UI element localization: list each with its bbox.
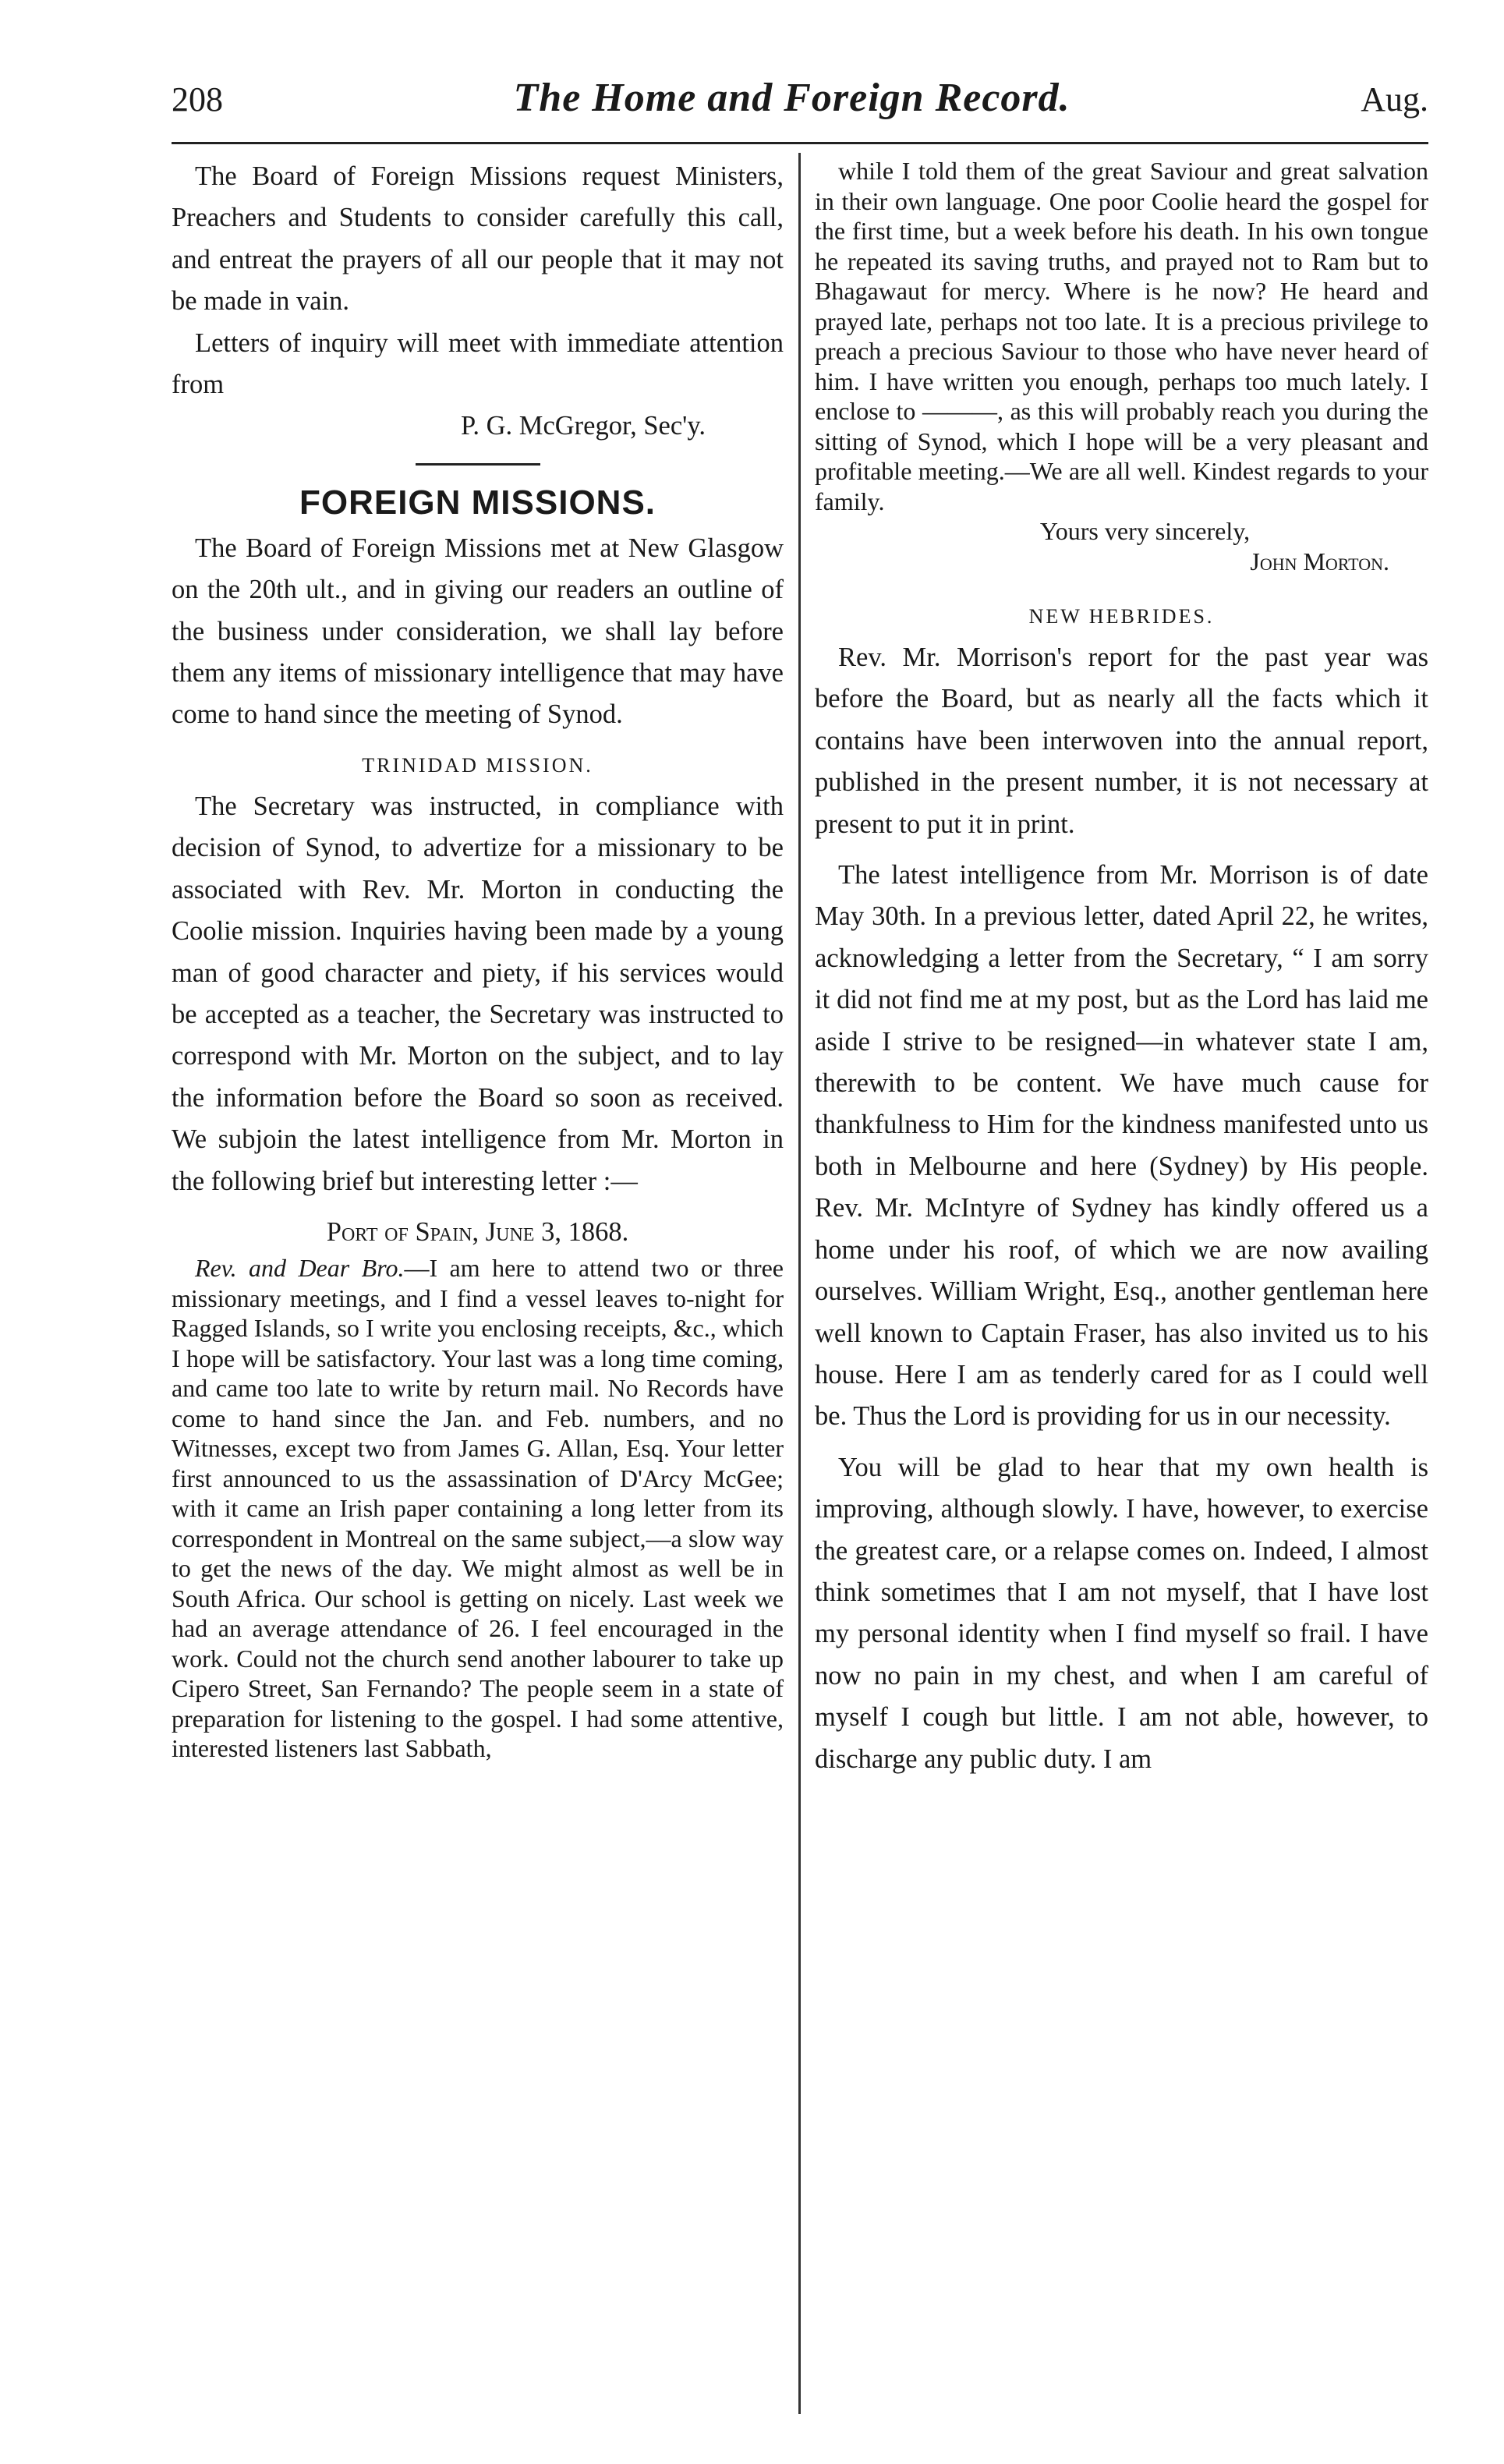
- letters-inquiry-paragraph: Letters of inquiry will meet with immediate attention from: [172, 327, 784, 400]
- health-paragraph: You will be glad to hear that my own health is improving, although slowly. I have, however, to exercise the greatest care, or a relapse comes on. Indeed, I almost think sometimes that I am not myself, that I have lost my personal identity when I find myself so frail. I have now no pain in my chest, and when I am careful of myself I cough but little. I am not able, however, to discharge any public duty. I am: [815, 1452, 1428, 1774]
- latest-intelligence-paragraph: The latest intelligence from Mr. Morrison is of date May 30th. In a previous letter, dated April 22, he writes, acknowledging a letter from the Secretary, “ I am sorry it did not find me at my post, but as the Lord has laid me aside I strive to be resigned—in whatever state I am, therewith to be content. We have much cause for thankfulness to Him for the kindness manifested unto us both in Melbourne and here (Sydney) by His people. Rev. Mr. McIntyre of Sydney has kindly offered us a home under his roof, of which we are now availing ourselves. William Wright, Esq., another gentleman here well known to Captain Fraser, has also invited us to his house. Here I am as tenderly cared for as I could well be. Thus the Lord is providing for us in our necessity.: [815, 860, 1428, 1432]
- section-heading-foreign-missions: FOREIGN MISSIONS.: [299, 483, 656, 522]
- section-rule: [416, 463, 540, 466]
- page-number: 208: [172, 80, 223, 119]
- subheading-trinidad-mission: TRINIDAD MISSION.: [362, 753, 593, 777]
- column-divider: [798, 153, 801, 2414]
- issue-month: Aug.: [1361, 80, 1428, 119]
- letter-salutation: Rev. and Dear Bro.: [195, 1254, 405, 1283]
- trinidad-paragraph: The Secretary was instructed, in compliance with decision of Synod, to advertize for a missionary to be associated with Rev. Mr. Morton in conducting the Coolie mission. Inquiries having been made by a young man of good character and piety, if his services would be accepted as a teacher, the Secretary was instructed to correspond with Mr. Morton on the subject, and to lay the information before the Board so soon as received. We subjoin the latest intelligence from Mr. Morton in the following brief but interesting letter :—: [172, 791, 784, 1196]
- left-column: [172, 156, 784, 1764]
- morton-signature: John Morton.: [1250, 547, 1389, 575]
- foreign-missions-intro: The Board of Foreign Missions met at New Glasgow on the 20th ult., and in giving our readers an outline of the business under consideration, we shall lay before them any items of missionary intelligence that may have come to hand since the meeting of Synod.: [172, 533, 784, 730]
- secretary-signature: P. G. McGregor, Sec'y.: [460, 411, 706, 441]
- subheading-new-hebrides: NEW HEBRIDES.: [1028, 605, 1215, 628]
- right-column: [815, 156, 1428, 1780]
- letter-continued: while I told them of the great Saviour and great salvation in their own language. One poor Coolie heard the gospel for the first time, but a week before his death. In his own tongue he repeated its saving truths, and prayed not to Ram but to Bhagawaut for mercy. Where is he now? He heard and prayed late, perhaps not too late. It is a precious privilege to preach a precious Saviour to those who have never heard of him. I have written you enough, perhaps too much lately. I enclose to ———, as this will probably reach you during the sitting of Synod, which I hope will be a very pleasant and profitable meeting.—We are all well. Kindest regards to your family.: [815, 157, 1428, 515]
- publication-title: The Home and Foreign Record.: [513, 76, 1070, 120]
- letter-dateline: Port of Spain, June 3, 1868.: [326, 1216, 629, 1247]
- morrison-report-paragraph: Rev. Mr. Morrison's report for the past year was before the Board, but as nearly all the facts which it contains have been interwoven into the annual report, published in the present number, it is not necessary at present to put it in print.: [815, 643, 1428, 839]
- header-rule: [172, 142, 1428, 144]
- letter-body-text: —I am here to attend two or three missionary meetings, and I find a vessel leaves to-night for Ragged Islands, so I write you enclosing receipts, &c., which I hope will be satisfactory. Your last was a long time coming, and came too late to write by return mail. No Records have come to hand since the Jan. and Feb. numbers, and no Witnesses, except two from James G. Allan, Esq. Your letter first announced to us the assassination of D'Arcy McGee; with it came an Irish paper containing a long letter from its correspondent in Montreal on the same subject,—a slow way to get the news of the day. We might almost as well be in South Africa. Our school is getting on nicely. Last week we had an average attendance of 26. I feel encouraged in the work. Could not the church send another labourer to take up Cipero Street, San Fernando? The people seem in a state of preparation for listening to the gospel. I had some attentive, interested listeners last Sabbath,: [172, 1254, 784, 1763]
- letter-closing: Yours very sincerely,: [1039, 517, 1251, 545]
- board-request-paragraph: The Board of Foreign Missions request Ministers, Preachers and Students to consider carefully this call, and entreat the prayers of all our people that it may not be made in vain.: [172, 161, 784, 317]
- page-header: [172, 75, 1428, 137]
- letter-body: [172, 1253, 784, 1764]
